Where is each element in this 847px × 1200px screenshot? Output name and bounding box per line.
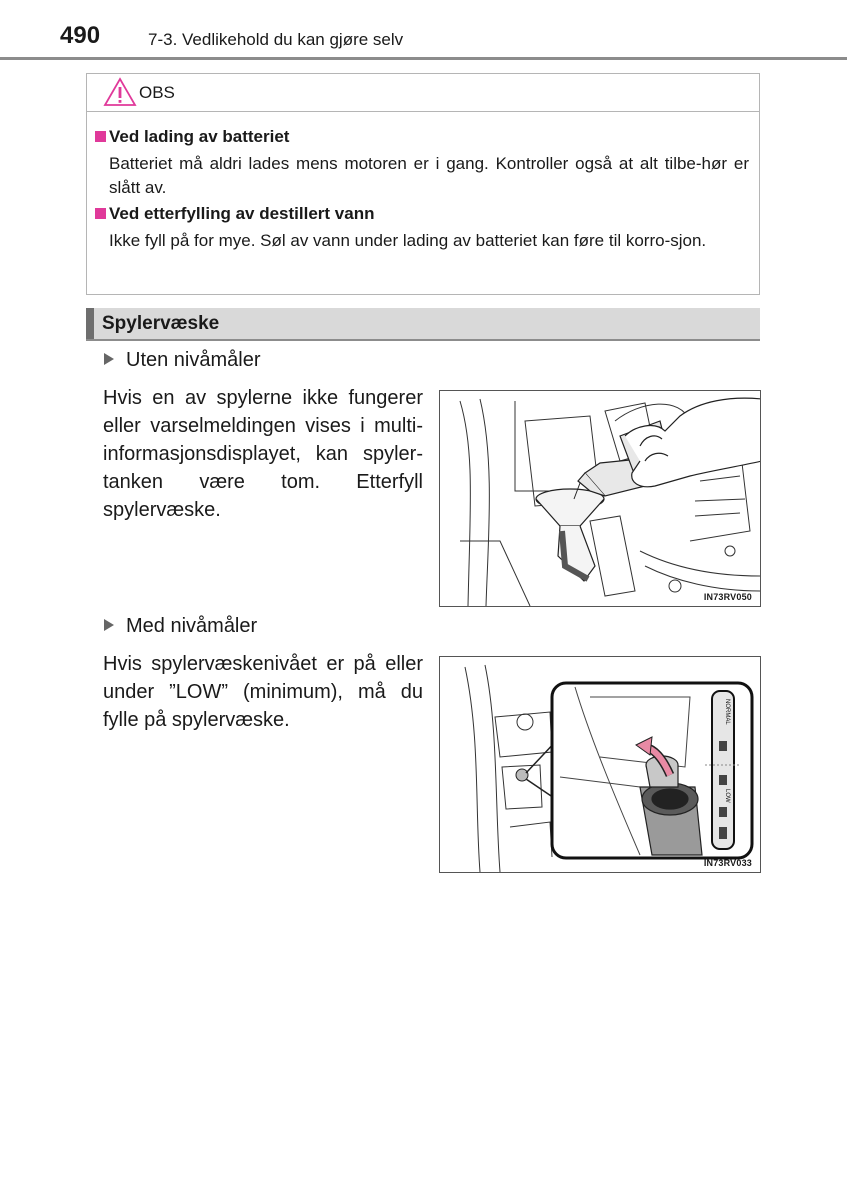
obs-box <box>86 73 760 295</box>
page-number: 490 <box>60 22 101 49</box>
subheading-with-gauge <box>104 615 257 638</box>
square-bullet-icon <box>95 208 106 219</box>
square-bullet-icon <box>95 131 106 142</box>
note-title-charging <box>95 127 289 147</box>
subheading-text: Uten nivåmåler <box>126 349 261 371</box>
triangle-bullet-icon <box>104 619 114 631</box>
note-title-refill <box>95 204 374 224</box>
obs-header <box>87 74 759 112</box>
gauge-low-label: LOW <box>724 789 730 803</box>
header-rule <box>0 57 847 60</box>
section-path: 7-3. Vedlikehold du kan gjøre selv <box>148 30 404 49</box>
obs-label: OBS <box>139 83 175 102</box>
figure-level-gauge <box>439 656 761 873</box>
pouring-illustration <box>440 391 761 607</box>
warning-triangle-icon <box>103 77 137 107</box>
note-title-text: Ved etterfylling av destillert vann <box>109 204 375 223</box>
note-body-refill: Ikke fyll på for mye. Søl av vann under lading av batteriet kan føre til korro-sjon. <box>109 231 707 250</box>
figure-pouring-fluid <box>439 390 761 607</box>
subheading-text: Med nivåmåler <box>126 615 258 637</box>
gauge-high-label: NORMAL <box>724 699 730 725</box>
paragraph-with-gauge: Hvis spylervæskenivået er på eller under ”LOW” (minimum), må du fylle på spylervæske. <box>103 653 423 731</box>
subheading-without-gauge <box>104 349 261 372</box>
figure-code: IN73RV033 <box>703 858 752 868</box>
section-accent <box>86 308 94 339</box>
note-body-charging: Batteriet må aldri lades mens motoren er i gang. Kontroller også at alt tilbe-hør er slått av. <box>109 154 749 197</box>
figure-code: IN73RV050 <box>703 592 752 602</box>
paragraph-without-gauge: Hvis en av spylerne ikke fungerer eller varselmeldingen vises i multi-informasjonsdisplayet, kan spyler-tanken være tom. Etterfyll spylervæske. <box>103 387 423 521</box>
section-title-bar <box>86 308 760 341</box>
triangle-bullet-icon <box>104 353 114 365</box>
note-title-text: Ved lading av batteriet <box>109 127 290 146</box>
section-title: Spylervæske <box>102 313 220 334</box>
gauge-illustration <box>440 657 761 873</box>
